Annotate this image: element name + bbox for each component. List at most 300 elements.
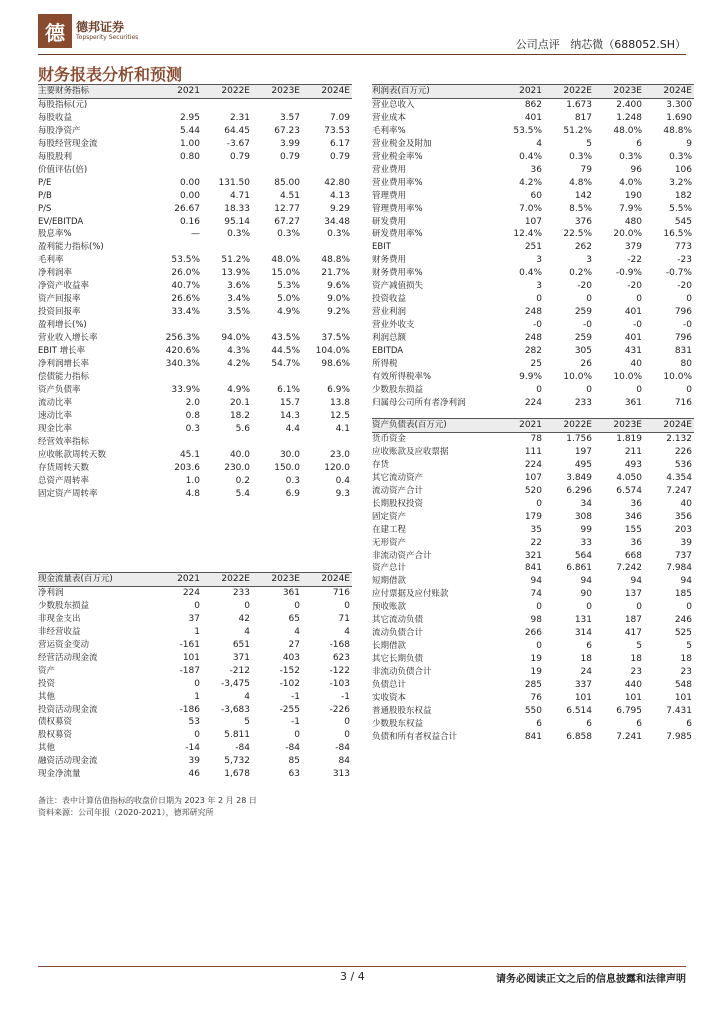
table-row xyxy=(38,613,352,626)
row-label: 经营活动现金流 xyxy=(38,652,98,663)
table-row xyxy=(372,666,694,679)
table-row xyxy=(38,600,352,613)
value-cell: 796 xyxy=(674,333,692,344)
value-cell: 0.3% xyxy=(227,229,250,240)
value-cell: 10.0% xyxy=(563,371,592,382)
year-header-cell: 2021 xyxy=(494,85,544,99)
value-cell: 95.14 xyxy=(224,216,250,227)
value-cell: 226 xyxy=(674,446,692,457)
row-label: 投资 xyxy=(38,678,56,689)
value-cell: 9.29 xyxy=(329,203,350,214)
table-row xyxy=(372,562,694,575)
value-cell: 182 xyxy=(674,190,692,201)
row-label: 速动比率 xyxy=(38,410,73,421)
value-cell: 0.3% xyxy=(327,229,350,240)
row-label: 货币资金 xyxy=(372,433,407,444)
value-cell: 7.247 xyxy=(666,485,692,496)
value-cell: 111 xyxy=(524,446,542,457)
row-label: 流动负债合计 xyxy=(372,628,424,639)
row-label: P/S xyxy=(38,203,52,214)
value-cell: 8.5% xyxy=(569,203,592,214)
value-cell: 7.984 xyxy=(666,563,692,574)
value-cell: 23 xyxy=(630,667,642,678)
row-label: 股息率% xyxy=(38,229,72,240)
table-row xyxy=(38,138,352,151)
row-label: 净资产收益率 xyxy=(38,281,90,292)
value-cell: 716 xyxy=(332,587,350,598)
value-cell: 1.0 xyxy=(185,475,200,486)
value-cell: -212 xyxy=(229,665,250,676)
value-cell: 4.71 xyxy=(229,190,250,201)
year-header-cell: 2022E xyxy=(544,419,594,433)
table-row xyxy=(38,436,352,449)
value-cell: 60 xyxy=(530,190,542,201)
table-row xyxy=(38,241,352,254)
value-cell: 211 xyxy=(624,446,642,457)
table-header-row xyxy=(38,573,352,587)
value-cell: 305 xyxy=(574,346,592,357)
value-cell: 35 xyxy=(530,524,542,535)
row-label: 应收帐款周转天数 xyxy=(38,449,107,460)
value-cell xyxy=(302,164,352,177)
value-cell: 185 xyxy=(674,589,692,600)
table-row xyxy=(38,729,352,742)
value-cell: 0.79 xyxy=(279,151,300,162)
value-cell: -255 xyxy=(279,704,300,715)
value-cell: 5 xyxy=(686,641,692,652)
value-cell: 106 xyxy=(674,164,692,175)
value-cell: -84 xyxy=(335,743,350,754)
value-cell: 48.8% xyxy=(663,125,692,136)
value-cell: 79 xyxy=(580,164,592,175)
table-row xyxy=(38,768,352,781)
row-label: 普通股股东权益 xyxy=(372,705,432,716)
row-label: 总资产周转率 xyxy=(38,475,90,486)
value-cell: 340.3% xyxy=(165,359,200,370)
value-cell: 94.0% xyxy=(221,333,250,344)
value-cell: 401 xyxy=(624,333,642,344)
row-label: 有效所得税率% xyxy=(372,371,432,382)
row-label: 其它流动资产 xyxy=(372,472,424,483)
value-cell: 74 xyxy=(530,589,542,600)
value-cell: 53.5% xyxy=(513,125,542,136)
value-cell: 39 xyxy=(188,756,200,767)
value-cell: 1.00 xyxy=(179,138,200,149)
value-cell: 4.13 xyxy=(329,190,350,201)
value-cell: -152 xyxy=(279,665,300,676)
value-cell xyxy=(152,98,202,111)
value-cell: 4.51 xyxy=(279,190,300,201)
value-cell: 0.3% xyxy=(669,151,692,162)
table-row xyxy=(38,112,352,125)
value-cell: 22.5% xyxy=(563,229,592,240)
value-cell: 78 xyxy=(530,433,542,444)
value-cell: 26 xyxy=(580,359,592,370)
value-cell: 796 xyxy=(674,307,692,318)
value-cell xyxy=(202,164,252,177)
value-cell: 18 xyxy=(680,654,692,665)
row-label: 投资回报率 xyxy=(38,307,81,318)
table-row xyxy=(38,691,352,704)
row-label: 资产负债率 xyxy=(38,384,81,395)
row-label: EBIT 增长率 xyxy=(38,346,86,357)
value-cell: 0 xyxy=(536,384,542,395)
value-cell: 94 xyxy=(530,576,542,587)
value-cell: -1 xyxy=(291,717,300,728)
value-cell: 179 xyxy=(524,511,542,522)
value-cell: 7.242 xyxy=(616,563,642,574)
value-cell: 3.300 xyxy=(666,99,692,110)
value-cell: 0 xyxy=(344,600,350,611)
table-row xyxy=(372,216,694,229)
value-cell: 48.8% xyxy=(321,255,350,266)
value-cell: 84 xyxy=(338,756,350,767)
value-cell: 18.33 xyxy=(224,203,250,214)
row-label: 每股股利 xyxy=(38,151,73,162)
row-label: 长期借款 xyxy=(372,641,407,652)
value-cell: 46 xyxy=(188,769,200,780)
value-cell: 4.3% xyxy=(227,346,250,357)
value-cell: 101 xyxy=(574,693,592,704)
value-cell: 545 xyxy=(674,216,692,227)
row-label: 在建工程 xyxy=(372,524,407,535)
table-row xyxy=(372,432,694,445)
row-label: 管理费用率% xyxy=(372,203,423,214)
table-row xyxy=(372,614,694,627)
value-cell: -0.9% xyxy=(615,268,642,279)
row-label: 负债和所有者权益合计 xyxy=(372,731,458,742)
value-cell xyxy=(202,319,252,332)
value-cell: 0.3% xyxy=(619,151,642,162)
value-cell xyxy=(302,241,352,254)
value-cell: 1.673 xyxy=(566,99,592,110)
value-cell: 6 xyxy=(586,641,592,652)
value-cell: 831 xyxy=(674,346,692,357)
year-header-cell: 2021 xyxy=(152,85,202,99)
value-cell: 1 xyxy=(194,691,200,702)
value-cell: 3.57 xyxy=(279,112,300,123)
row-label: 固定资产周转率 xyxy=(38,488,98,499)
value-cell: 6.861 xyxy=(566,563,592,574)
value-cell: 2.132 xyxy=(666,433,692,444)
value-cell: 4 xyxy=(344,626,350,637)
value-cell: 34.48 xyxy=(324,216,350,227)
value-cell: 0 xyxy=(686,384,692,395)
value-cell: 40.0 xyxy=(229,449,250,460)
value-cell: 4 xyxy=(244,691,250,702)
value-cell: 7.0% xyxy=(519,203,542,214)
table-row xyxy=(372,550,694,563)
disclaimer-note: 请务必阅读正文之后的信息披露和法律声明 xyxy=(496,974,686,985)
value-cell: 0.3 xyxy=(285,475,300,486)
value-cell: 6.858 xyxy=(566,731,592,742)
value-cell: 85 xyxy=(288,756,300,767)
value-cell: 7.9% xyxy=(619,203,642,214)
table-row xyxy=(372,511,694,524)
row-label: EBITDA xyxy=(372,346,404,357)
value-cell: 4.2% xyxy=(519,177,542,188)
value-cell: 12.77 xyxy=(274,203,300,214)
value-cell: 493 xyxy=(624,459,642,470)
row-label: 融资活动现金流 xyxy=(38,756,98,767)
value-cell: 44.5% xyxy=(271,346,300,357)
value-cell: 94 xyxy=(580,576,592,587)
value-cell: 65 xyxy=(288,613,300,624)
value-cell: 3.4% xyxy=(227,294,250,305)
value-cell: 5.4 xyxy=(235,488,250,499)
value-cell: -84 xyxy=(285,743,300,754)
row-label: 管理费用 xyxy=(372,190,407,201)
value-cell: 7.09 xyxy=(329,112,350,123)
table-row xyxy=(38,203,352,216)
value-cell: 203.6 xyxy=(174,462,200,473)
row-label: 营业费用率% xyxy=(372,177,423,188)
value-cell: 7.985 xyxy=(666,731,692,742)
value-cell: 282 xyxy=(524,346,542,357)
row-label: 盈利增长(%) xyxy=(38,320,87,331)
value-cell: 98 xyxy=(530,615,542,626)
value-cell: 9.6% xyxy=(327,281,350,292)
year-header-cell: 2024E xyxy=(644,419,694,433)
value-cell: 9.9% xyxy=(519,371,542,382)
value-cell: 0 xyxy=(636,384,642,395)
value-cell xyxy=(202,241,252,254)
value-cell: 4.8% xyxy=(569,177,592,188)
value-cell: 6.795 xyxy=(616,705,642,716)
value-cell: 96 xyxy=(630,164,642,175)
value-cell xyxy=(302,436,352,449)
table-row xyxy=(38,639,352,652)
value-cell: 1 xyxy=(194,626,200,637)
row-label: 研发费用率% xyxy=(372,229,423,240)
value-cell: -3,683 xyxy=(220,704,250,715)
report-meta xyxy=(516,36,686,52)
table-row xyxy=(372,98,694,111)
value-cell: -84 xyxy=(235,743,250,754)
table-row xyxy=(38,678,352,691)
row-label: 每股经营现金流 xyxy=(38,138,98,149)
row-label: P/B xyxy=(38,190,52,201)
value-cell: 18 xyxy=(580,654,592,665)
value-cell: 6 xyxy=(636,718,642,729)
logo-name: 德邦证券 xyxy=(76,20,125,34)
table-row xyxy=(372,679,694,692)
value-cell: 0.4% xyxy=(519,268,542,279)
value-cell: 5,732 xyxy=(224,756,250,767)
row-label: 其他 xyxy=(38,691,56,702)
row-label: 净利润增长率 xyxy=(38,359,90,370)
value-cell: 12.4% xyxy=(513,229,542,240)
row-label: 营业税金及附加 xyxy=(372,138,432,149)
value-cell: 94 xyxy=(680,576,692,587)
value-cell: 0 xyxy=(536,641,542,652)
value-cell: 3.99 xyxy=(279,138,300,149)
table-row xyxy=(372,293,694,306)
table-row xyxy=(38,228,352,241)
value-cell: 101 xyxy=(674,693,692,704)
row-label: 毛利率 xyxy=(38,255,64,266)
row-label: P/E xyxy=(38,177,52,188)
value-cell: -0 xyxy=(633,320,642,331)
value-cell: 142 xyxy=(574,190,592,201)
year-header-cell: 2021 xyxy=(494,419,544,433)
value-cell: 0 xyxy=(194,600,200,611)
value-cell: 313 xyxy=(332,769,350,780)
value-cell: 37 xyxy=(188,613,200,624)
row-label: 少数股东权益 xyxy=(372,718,424,729)
table-row xyxy=(372,524,694,537)
value-cell: 131.50 xyxy=(218,177,250,188)
table-row xyxy=(38,371,352,384)
table-row xyxy=(372,267,694,280)
row-label: 营业总收入 xyxy=(372,99,415,110)
value-cell: 651 xyxy=(232,639,250,650)
row-label: 应收账款及应收票据 xyxy=(372,446,449,457)
row-label: 现金净流量 xyxy=(38,769,81,780)
table-row xyxy=(372,254,694,267)
row-label: 营运资金变动 xyxy=(38,639,90,650)
value-cell: -20 xyxy=(577,281,592,292)
value-cell: 25 xyxy=(530,359,542,370)
value-cell: -0 xyxy=(683,320,692,331)
value-cell: 104.0% xyxy=(315,346,350,357)
row-label: 存货 xyxy=(372,459,390,470)
table-row xyxy=(38,755,352,768)
value-cell: 6.17 xyxy=(329,138,350,149)
row-label: 营业利润 xyxy=(372,307,407,318)
value-cell: 76 xyxy=(530,693,542,704)
value-cell: -0 xyxy=(583,320,592,331)
table-row xyxy=(372,241,694,254)
value-cell: 0.2 xyxy=(235,475,250,486)
value-cell xyxy=(252,371,302,384)
value-cell: 266 xyxy=(524,628,542,639)
value-cell: 45.1 xyxy=(179,449,200,460)
table-row xyxy=(372,371,694,384)
row-label: 应付票据及应付账款 xyxy=(372,589,449,600)
value-cell: 7.241 xyxy=(616,731,642,742)
value-cell: 0.79 xyxy=(329,151,350,162)
value-cell: 10.0% xyxy=(663,371,692,382)
value-cell: 0 xyxy=(686,602,692,613)
value-cell: -161 xyxy=(179,639,200,650)
value-cell: 94 xyxy=(630,576,642,587)
value-cell: 0.8 xyxy=(185,410,200,421)
value-cell: 4.9% xyxy=(277,307,300,318)
value-cell: -226 xyxy=(329,704,350,715)
value-cell: -1 xyxy=(291,691,300,702)
value-cell: 23 xyxy=(680,667,692,678)
table-row xyxy=(38,125,352,138)
value-cell: 26.0% xyxy=(171,268,200,279)
value-cell: 5.811 xyxy=(224,730,250,741)
value-cell: -0 xyxy=(533,320,542,331)
row-label: 研发费用 xyxy=(372,216,407,227)
row-label: 非现金支出 xyxy=(38,613,81,624)
row-label: 非经营收益 xyxy=(38,626,81,637)
table-row xyxy=(38,716,352,729)
value-cell: 4.4 xyxy=(285,423,300,434)
value-cell: 314 xyxy=(574,628,592,639)
value-cell: 101 xyxy=(182,652,200,663)
value-cell xyxy=(302,98,352,111)
valuation-note: 备注：表中计算估值指标的收盘价日期为 2023 年 2 月 28 日 xyxy=(38,796,257,805)
value-cell: 0.3 xyxy=(185,423,200,434)
value-cell: 668 xyxy=(624,550,642,561)
value-cell: 841 xyxy=(524,563,542,574)
value-cell: 43.5% xyxy=(271,333,300,344)
value-cell: 4.9% xyxy=(227,384,250,395)
value-cell: 536 xyxy=(674,459,692,470)
value-cell: 2.0 xyxy=(185,397,200,408)
value-cell: 26.6% xyxy=(171,294,200,305)
value-cell: 1.819 xyxy=(616,433,642,444)
year-header-cell: 2023E xyxy=(252,573,302,587)
table-row xyxy=(372,485,694,498)
page-number: 3 / 4 xyxy=(340,970,365,983)
value-cell: 862 xyxy=(524,99,542,110)
value-cell: 6 xyxy=(636,138,642,149)
table-row xyxy=(372,653,694,666)
table-row xyxy=(372,203,694,216)
value-cell: 321 xyxy=(524,550,542,561)
value-cell: 256.3% xyxy=(165,333,200,344)
value-cell: 737 xyxy=(674,550,692,561)
row-label: 股权募资 xyxy=(38,730,73,741)
value-cell: 431 xyxy=(624,346,642,357)
value-cell: 137 xyxy=(624,589,642,600)
value-cell: -3,475 xyxy=(220,678,250,689)
value-cell: -168 xyxy=(329,639,350,650)
value-cell: 246 xyxy=(674,615,692,626)
value-cell: 371 xyxy=(232,652,250,663)
table-row xyxy=(372,332,694,345)
value-cell: 67.27 xyxy=(274,216,300,227)
value-cell: 440 xyxy=(624,680,642,691)
value-cell: 262 xyxy=(574,242,592,253)
value-cell: -22 xyxy=(627,255,642,266)
value-cell: 716 xyxy=(674,397,692,408)
value-cell: 18.2 xyxy=(229,410,250,421)
table-row xyxy=(38,267,352,280)
value-cell xyxy=(202,436,252,449)
value-cell: 53.5% xyxy=(171,255,200,266)
value-cell: 40 xyxy=(630,359,642,370)
value-cell: 15.7 xyxy=(279,397,300,408)
value-cell: 33 xyxy=(580,537,592,548)
value-cell: 6.9 xyxy=(285,488,300,499)
value-cell: 0 xyxy=(294,600,300,611)
table-row xyxy=(372,459,694,472)
value-cell: 379 xyxy=(624,242,642,253)
value-cell xyxy=(152,164,202,177)
year-header-cell: 2024E xyxy=(302,85,352,99)
table-row xyxy=(372,151,694,164)
value-cell: 417 xyxy=(624,628,642,639)
value-cell: 1,678 xyxy=(224,769,250,780)
value-cell: 356 xyxy=(674,511,692,522)
value-cell: 120.0 xyxy=(324,462,350,473)
table-title-cell: 现金流量表(百万元) xyxy=(38,573,152,587)
table-row xyxy=(372,397,694,410)
value-cell: 48.0% xyxy=(271,255,300,266)
value-cell: 203 xyxy=(674,524,692,535)
row-label: 流动比率 xyxy=(38,397,73,408)
table-row xyxy=(372,125,694,138)
value-cell: 5.6 xyxy=(235,423,250,434)
value-cell: 190 xyxy=(624,190,642,201)
main-indicators-table xyxy=(38,84,352,501)
